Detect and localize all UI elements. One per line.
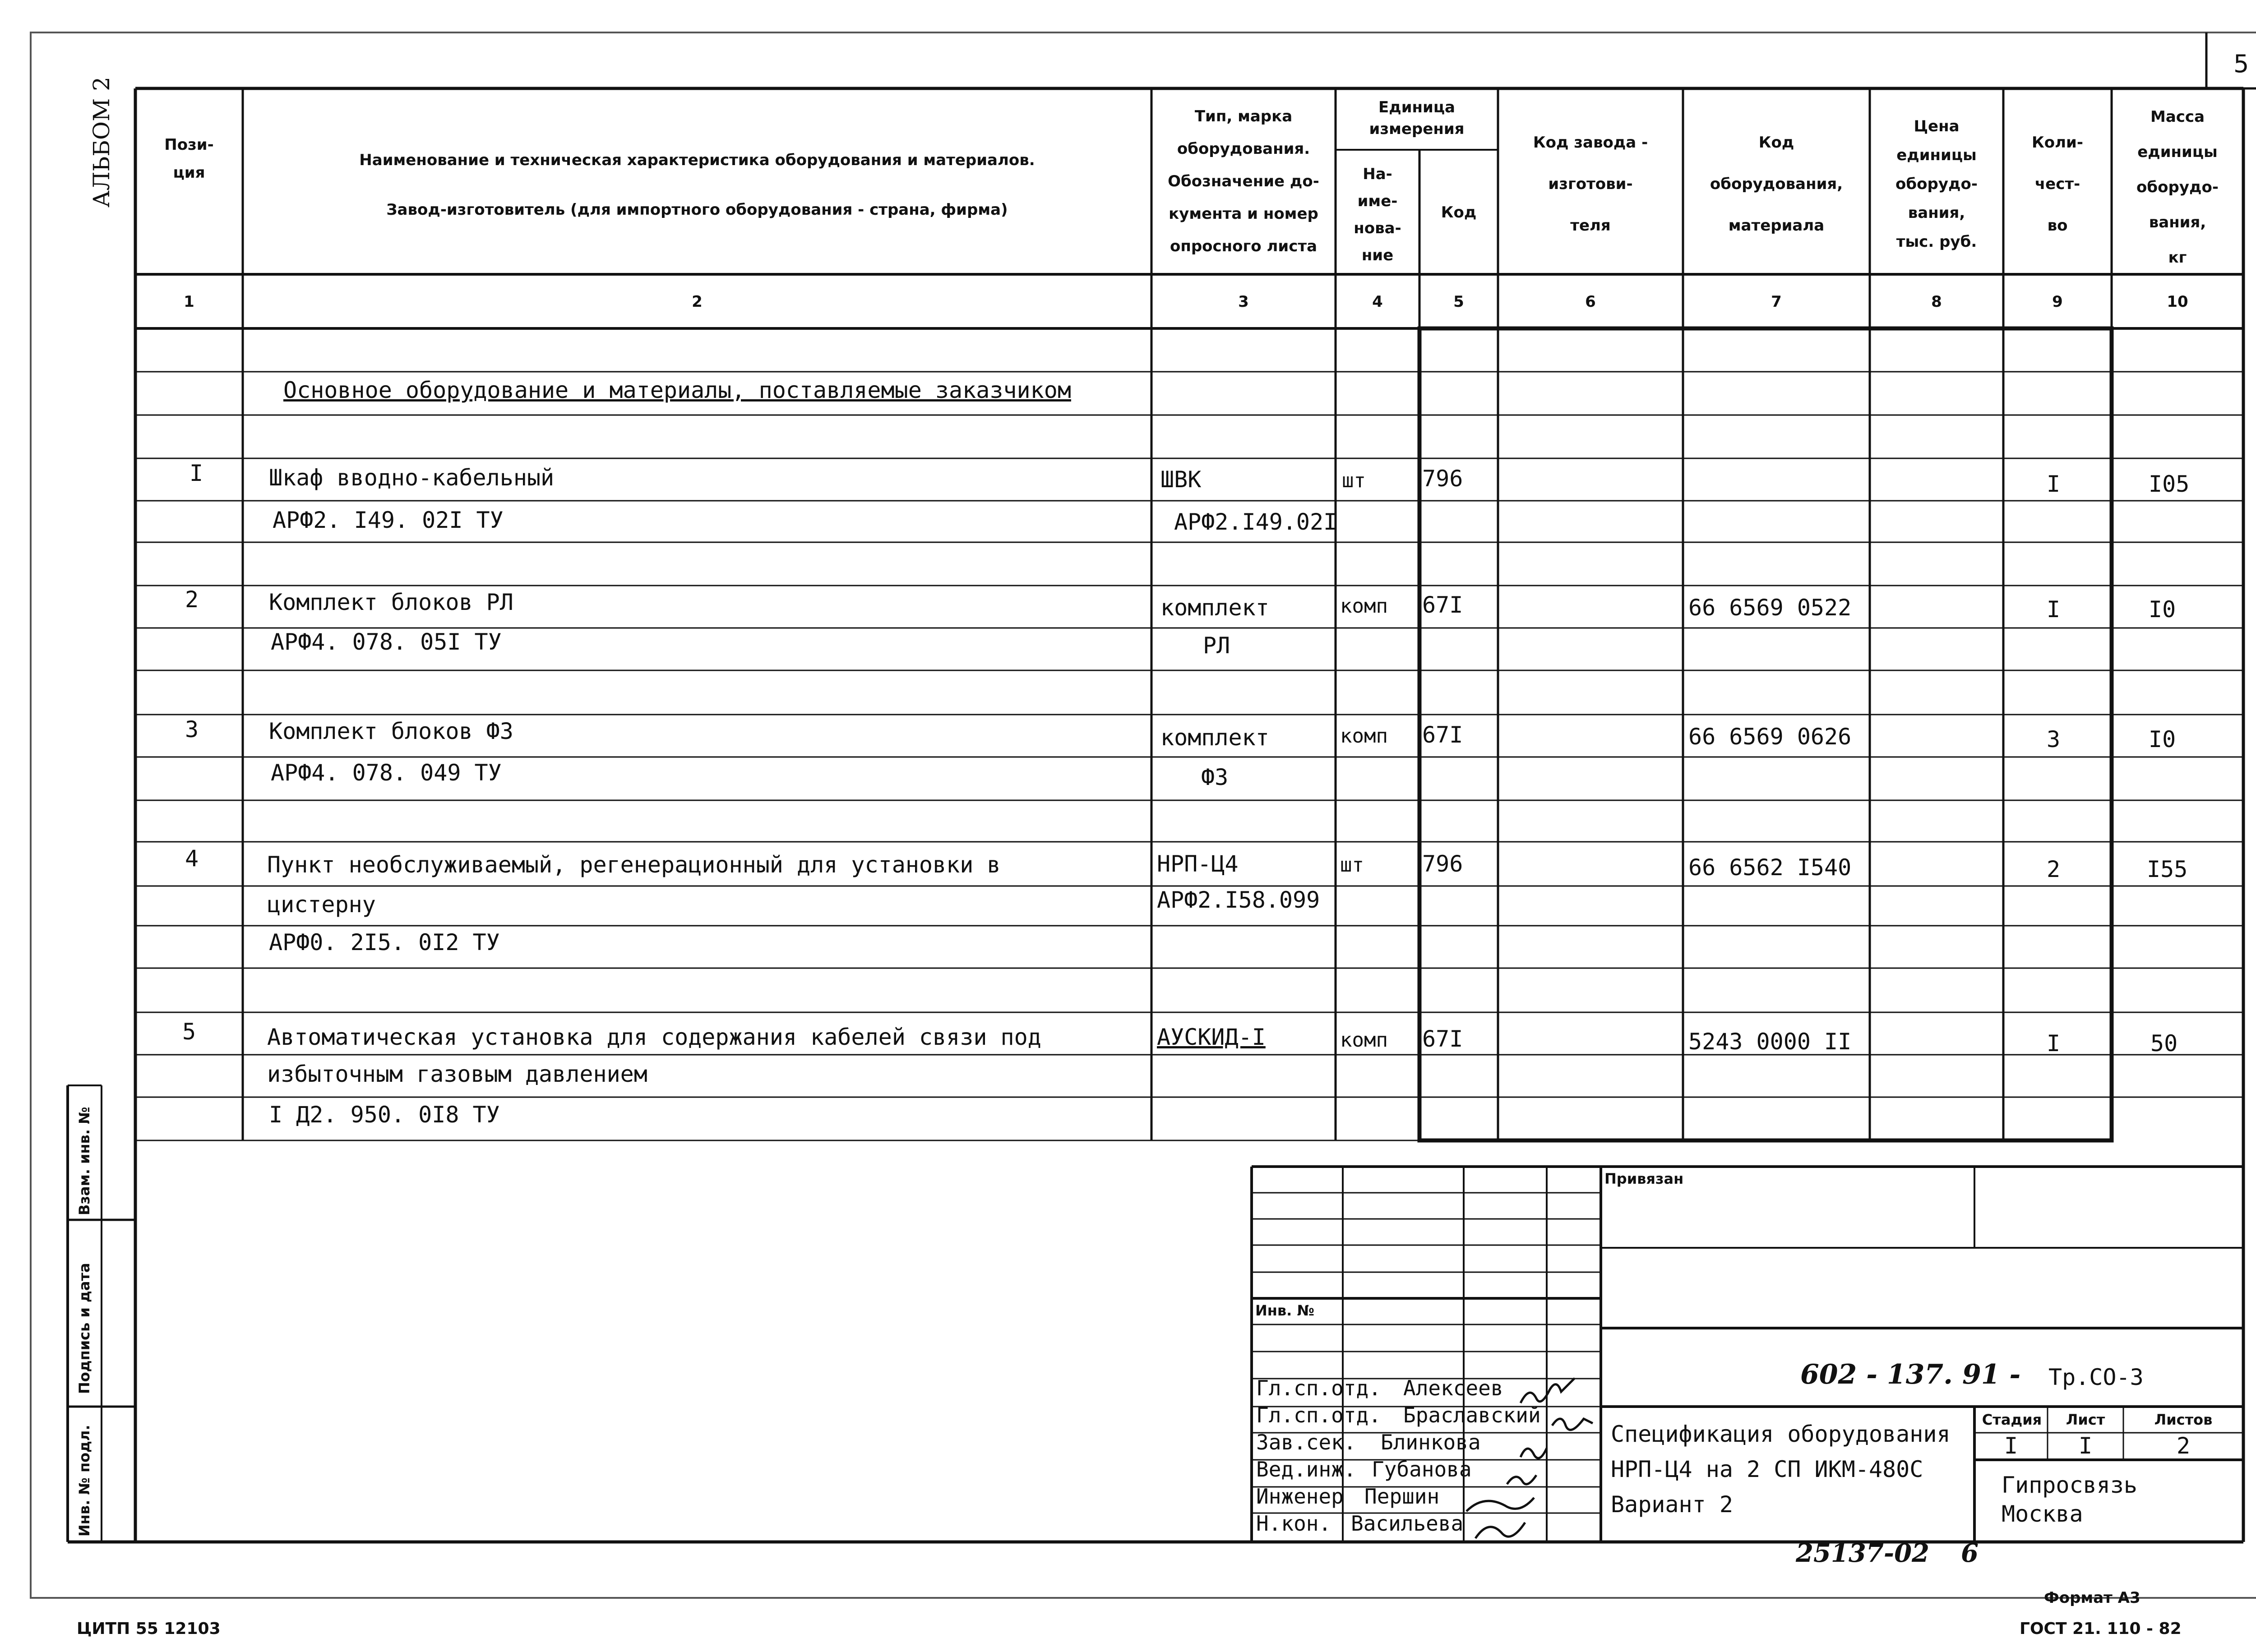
signature-role: Н.кон. xyxy=(1256,1511,1331,1536)
header-unit: Единица измерения xyxy=(1369,98,1465,138)
sheet-label: Лист xyxy=(2066,1411,2105,1428)
signature-name: Браславский xyxy=(1403,1403,1541,1427)
type-cell: ШВК xyxy=(1160,466,1202,493)
mass-cell: 50 xyxy=(2150,1030,2178,1057)
code-cell: 796 xyxy=(1422,851,1463,877)
margin-inv-podl: Инв. № подл. xyxy=(76,1425,93,1537)
document-code-suffix: Тр.СО-3 xyxy=(2048,1364,2144,1390)
archive-sheet: 6 xyxy=(1961,1538,1979,1568)
name-cell: Автоматическая установка для содержания кабелей связи под xyxy=(267,1024,1041,1050)
cipher-label: ЦИТП 55 12103 xyxy=(77,1620,221,1638)
name-cell: Комплект блоков РЛ xyxy=(269,589,513,615)
stamp-title: Спецификация оборудования НРП-Ц4 на 2 СП ИКМ-480С Вариант 2 xyxy=(1611,1421,1951,1518)
col-number: 3 xyxy=(1238,293,1249,311)
equipment-code-cell: 5243 0000 II xyxy=(1688,1029,1852,1055)
name-cell: Комплект блоков ФЗ xyxy=(269,718,513,744)
col-number: 5 xyxy=(1453,293,1464,311)
archive-number: 25137-02 xyxy=(1796,1538,1929,1568)
quantity-cell: I xyxy=(2047,596,2061,623)
stamp-inv-no: Инв. № xyxy=(1255,1302,1314,1319)
section-title: Основное оборудование и материалы, поставляемые заказчиком xyxy=(283,377,1071,403)
stamp-privyazan: Привязан xyxy=(1604,1170,1684,1187)
header-name: Наименование и техническая характеристика оборудования и материалов. Завод-изготовитель (для импортного оборудования - страна, фирма) xyxy=(359,151,1035,219)
header-type: Тип, марка оборудования. Обозначение до- кумента и номер опросного листа xyxy=(1168,107,1319,255)
signature-name: Васильева xyxy=(1351,1511,1464,1536)
quantity-cell: 2 xyxy=(2047,856,2061,882)
name-cell: АРФ2. I49. 02I ТУ xyxy=(273,507,504,533)
equipment-code-cell: 66 6562 I540 xyxy=(1688,854,1852,881)
code-cell: 67I xyxy=(1422,1026,1463,1052)
unit-cell: шт xyxy=(1342,469,1366,492)
col-number: 1 xyxy=(184,293,194,311)
page-number: 5 xyxy=(2233,50,2249,78)
signature-role: Гл.сп.отд. xyxy=(1256,1403,1381,1427)
name-cell: Пункт необслуживаемый, регенерационный для установки в xyxy=(267,852,1001,878)
album-label: АЛЬБОМ 2 xyxy=(88,77,115,208)
col-number: 8 xyxy=(1931,293,1942,311)
header-unit-code: Код xyxy=(1441,203,1477,221)
signature-name: Алексеев xyxy=(1403,1376,1503,1400)
sheet-value: I xyxy=(2078,1433,2093,1459)
position-cell: I xyxy=(190,460,203,486)
stage-label: Стадия xyxy=(1982,1411,2042,1428)
organization: Гипросвязь Москва xyxy=(2002,1472,2138,1527)
mass-cell: I0 xyxy=(2149,726,2176,752)
header-position: Пози- ция xyxy=(164,136,214,182)
stage-value: I xyxy=(2004,1433,2018,1459)
code-cell: 67I xyxy=(1422,722,1463,748)
signatures xyxy=(1466,1378,1593,1538)
quantity-cell: I xyxy=(2047,471,2061,497)
mass-cell: I55 xyxy=(2147,856,2188,882)
unit-cell: шт xyxy=(1340,854,1364,877)
gost-label: ГОСТ 21. 110 - 82 xyxy=(2020,1620,2182,1638)
code-cell: 67I xyxy=(1422,592,1463,618)
name-cell: АРФ0. 2I5. 0I2 ТУ xyxy=(269,929,500,955)
quantity-cell: I xyxy=(2047,1030,2061,1057)
name-cell: цистерну xyxy=(267,891,376,918)
code-cell: 796 xyxy=(1422,466,1463,492)
header-equipment-code: Код оборудования, материала xyxy=(1710,134,1843,235)
signature-name: Блинкова xyxy=(1381,1430,1481,1454)
header-quantity: Коли- чест- во xyxy=(2032,134,2083,235)
col-number: 2 xyxy=(692,293,703,311)
equipment-code-cell: 66 6569 0522 xyxy=(1688,595,1852,621)
equipment-code-cell: 66 6569 0626 xyxy=(1688,724,1852,750)
document-code: 602 - 137. 91 - xyxy=(1800,1359,2021,1390)
signature-role: Инженер xyxy=(1256,1484,1344,1509)
type-cell: комплект xyxy=(1160,724,1269,751)
name-cell: избыточным газовым давлением xyxy=(267,1061,647,1087)
col-number: 9 xyxy=(2052,293,2063,311)
position-cell: 4 xyxy=(185,845,199,872)
margin-podpis: Подпись и дата xyxy=(76,1263,93,1394)
position-cell: 5 xyxy=(182,1019,196,1045)
name-cell: I Д2. 950. 0I8 ТУ xyxy=(269,1102,500,1128)
type-cell: АУСКИД-I xyxy=(1157,1024,1266,1050)
header-factory-code: Код завода - изготови- теля xyxy=(1533,134,1648,235)
unit-cell: комп xyxy=(1340,1029,1388,1052)
name-cell: АРФ4. 078. 05I ТУ xyxy=(271,629,502,655)
name-cell: Шкаф вводно-кабельный xyxy=(269,465,555,491)
sheets-value: 2 xyxy=(2176,1433,2191,1459)
col-number: 7 xyxy=(1771,293,1782,311)
format-label: Формат А3 xyxy=(2044,1589,2140,1607)
mass-cell: I0 xyxy=(2149,596,2176,623)
col-number: 10 xyxy=(2167,293,2188,311)
signature-role: Гл.сп.отд. xyxy=(1256,1376,1381,1400)
type-cell: комплект xyxy=(1160,595,1269,621)
mass-cell: I05 xyxy=(2149,471,2190,497)
unit-cell: комп xyxy=(1340,724,1388,748)
header-price: Цена единицы оборудо- вания, тыс. руб. xyxy=(1895,117,1978,251)
quantity-cell: 3 xyxy=(2047,726,2061,752)
name-cell: АРФ4. 078. 049 ТУ xyxy=(271,760,502,786)
unit-cell: комп xyxy=(1340,595,1388,618)
sheets-label: Листов xyxy=(2154,1411,2213,1428)
type-cell: РЛ xyxy=(1203,632,1230,659)
signature-role: Зав.сек. xyxy=(1256,1430,1356,1454)
signature-name: Першин xyxy=(1364,1484,1440,1509)
type-cell: ФЗ xyxy=(1201,764,1229,790)
col-number: 4 xyxy=(1372,293,1383,311)
header-mass: Масса единицы оборудо- вания, кг xyxy=(2136,108,2219,267)
position-cell: 2 xyxy=(185,586,199,613)
type-cell: АРФ2.I58.099 xyxy=(1157,887,1320,913)
margin-vzam-inv: Взам. инв. № xyxy=(76,1107,93,1215)
type-cell: АРФ2.I49.02I xyxy=(1174,509,1337,535)
type-cell: НРП-Ц4 xyxy=(1157,851,1239,877)
col-number: 6 xyxy=(1585,293,1596,311)
signature-name: Губанова xyxy=(1372,1457,1472,1481)
header-unit-name: На- име- нова- ние xyxy=(1354,165,1401,264)
signature-role: Вед.инж. xyxy=(1256,1457,1356,1481)
position-cell: 3 xyxy=(185,716,199,743)
